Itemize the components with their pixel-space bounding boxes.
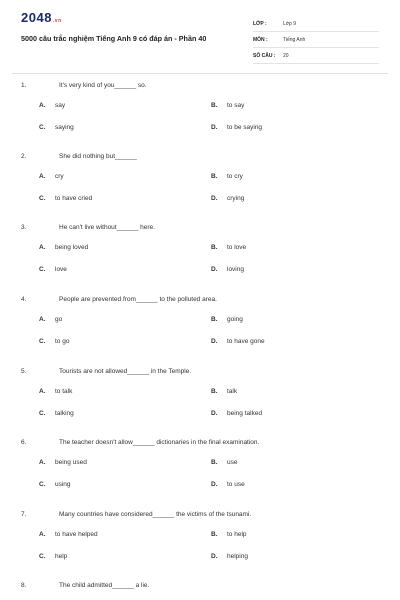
question-text: She did nothing but______ xyxy=(59,153,137,160)
meta-key: MÔN : xyxy=(253,36,268,43)
option-letter: B. xyxy=(211,102,218,109)
option-b[interactable] xyxy=(211,388,237,395)
option-b[interactable] xyxy=(211,459,237,466)
question-number: 3. xyxy=(21,224,27,231)
option-letter: D. xyxy=(211,124,218,131)
question-text: The child admitted______ a lie. xyxy=(59,582,150,589)
meta-row-subject xyxy=(253,32,379,48)
question-number: 2. xyxy=(21,153,27,160)
question-text: The teacher doesn't allow______ dictionaries in the final examination. xyxy=(59,439,260,446)
meta-value: 20 xyxy=(283,52,289,59)
option-text: being used xyxy=(55,459,87,466)
option-text: to love xyxy=(227,244,247,251)
option-letter: C. xyxy=(39,124,46,131)
option-a[interactable] xyxy=(39,244,88,251)
question-number: 5. xyxy=(21,368,27,375)
question-number: 8. xyxy=(21,582,27,589)
option-a[interactable] xyxy=(39,531,98,538)
option-text: using xyxy=(55,481,71,488)
option-d[interactable] xyxy=(211,410,262,417)
option-a[interactable] xyxy=(39,102,65,109)
option-b[interactable] xyxy=(211,173,243,180)
logo-suffix: .vn xyxy=(52,18,62,24)
option-letter: C. xyxy=(39,266,46,273)
meta-info xyxy=(253,16,379,64)
header-divider xyxy=(12,73,388,74)
option-text: say xyxy=(55,102,66,109)
option-letter: B. xyxy=(211,531,218,538)
option-letter: D. xyxy=(211,195,218,202)
meta-key: LỚP : xyxy=(253,20,267,27)
option-b[interactable] xyxy=(211,531,247,538)
option-letter: A. xyxy=(39,531,46,538)
option-c[interactable] xyxy=(39,124,74,131)
option-c[interactable] xyxy=(39,410,74,417)
option-text: go xyxy=(55,316,63,323)
option-letter: B. xyxy=(211,244,218,251)
option-d[interactable] xyxy=(211,481,245,488)
option-text: to have gone xyxy=(227,338,265,345)
option-d[interactable] xyxy=(211,338,265,345)
option-letter: A. xyxy=(39,459,46,466)
option-text: to go xyxy=(55,338,70,345)
option-text: to have helped xyxy=(55,531,98,538)
logo-text: 2048 xyxy=(21,10,52,25)
option-c[interactable] xyxy=(39,195,92,202)
option-a[interactable] xyxy=(39,173,64,180)
question-text: Tourists are not allowed______ in the Temple. xyxy=(59,368,192,375)
option-c[interactable] xyxy=(39,481,71,488)
site-logo[interactable] xyxy=(21,10,62,25)
question-number: 4. xyxy=(21,296,27,303)
option-b[interactable] xyxy=(211,244,246,251)
option-d[interactable] xyxy=(211,553,248,560)
option-text: loving xyxy=(227,266,244,273)
option-text: being loved xyxy=(55,244,89,251)
option-d[interactable] xyxy=(211,266,244,273)
option-letter: A. xyxy=(39,316,46,323)
option-text: to cry xyxy=(227,173,243,180)
question-text: People are prevented from______ to the polluted area. xyxy=(59,296,217,303)
option-text: saying xyxy=(55,124,74,131)
option-a[interactable] xyxy=(39,316,62,323)
option-text: to use xyxy=(227,481,245,488)
option-text: to have cried xyxy=(55,195,93,202)
question-text: It's very kind of you______ so. xyxy=(59,82,147,89)
option-c[interactable] xyxy=(39,338,69,345)
option-text: help xyxy=(55,553,68,560)
option-text: use xyxy=(227,459,238,466)
option-letter: B. xyxy=(211,316,218,323)
option-text: talking xyxy=(55,410,74,417)
question-number: 6. xyxy=(21,439,27,446)
option-letter: B. xyxy=(211,459,218,466)
option-b[interactable] xyxy=(211,316,243,323)
option-letter: D. xyxy=(211,410,218,417)
option-letter: A. xyxy=(39,388,46,395)
question-number: 1. xyxy=(21,82,27,89)
option-text: to say xyxy=(227,102,245,109)
option-letter: A. xyxy=(39,102,46,109)
option-letter: D. xyxy=(211,553,218,560)
option-text: to be saying xyxy=(227,124,263,131)
meta-key: SỐ CÂU : xyxy=(253,52,276,59)
option-text: being talked xyxy=(227,410,263,417)
option-letter: C. xyxy=(39,553,46,560)
option-letter: C. xyxy=(39,410,46,417)
option-letter: C. xyxy=(39,195,46,202)
option-text: crying xyxy=(227,195,245,202)
option-letter: A. xyxy=(39,173,46,180)
option-a[interactable] xyxy=(39,388,72,395)
option-letter: C. xyxy=(39,481,46,488)
option-text: to talk xyxy=(55,388,73,395)
option-text: love xyxy=(55,266,67,273)
option-text: helping xyxy=(227,553,248,560)
option-letter: C. xyxy=(39,338,46,345)
option-text: going xyxy=(227,316,243,323)
question-number: 7. xyxy=(21,511,27,518)
option-c[interactable] xyxy=(39,266,67,273)
option-c[interactable] xyxy=(39,553,67,560)
option-letter: D. xyxy=(211,266,218,273)
meta-row-count xyxy=(253,48,379,64)
option-text: to help xyxy=(227,531,247,538)
option-letter: D. xyxy=(211,481,218,488)
document-title: 5000 câu trắc nghiệm Tiếng Anh 9 có đáp án - Phần 40 xyxy=(21,34,207,43)
option-letter: D. xyxy=(211,338,218,345)
option-letter: A. xyxy=(39,244,46,251)
option-letter: B. xyxy=(211,388,218,395)
meta-value: Tiếng Anh xyxy=(283,36,306,43)
option-b[interactable] xyxy=(211,102,244,109)
option-text: talk xyxy=(227,388,238,395)
meta-value: Lớp 9 xyxy=(283,20,297,27)
option-text: cry xyxy=(55,173,64,180)
option-a[interactable] xyxy=(39,459,87,466)
option-d[interactable] xyxy=(211,195,244,202)
meta-row-grade xyxy=(253,16,379,32)
question-text: Many countries have considered______ the victims of the tsunami. xyxy=(59,511,252,518)
question-text: He can't live without______ here. xyxy=(59,224,155,231)
option-d[interactable] xyxy=(211,124,262,131)
option-letter: B. xyxy=(211,173,218,180)
